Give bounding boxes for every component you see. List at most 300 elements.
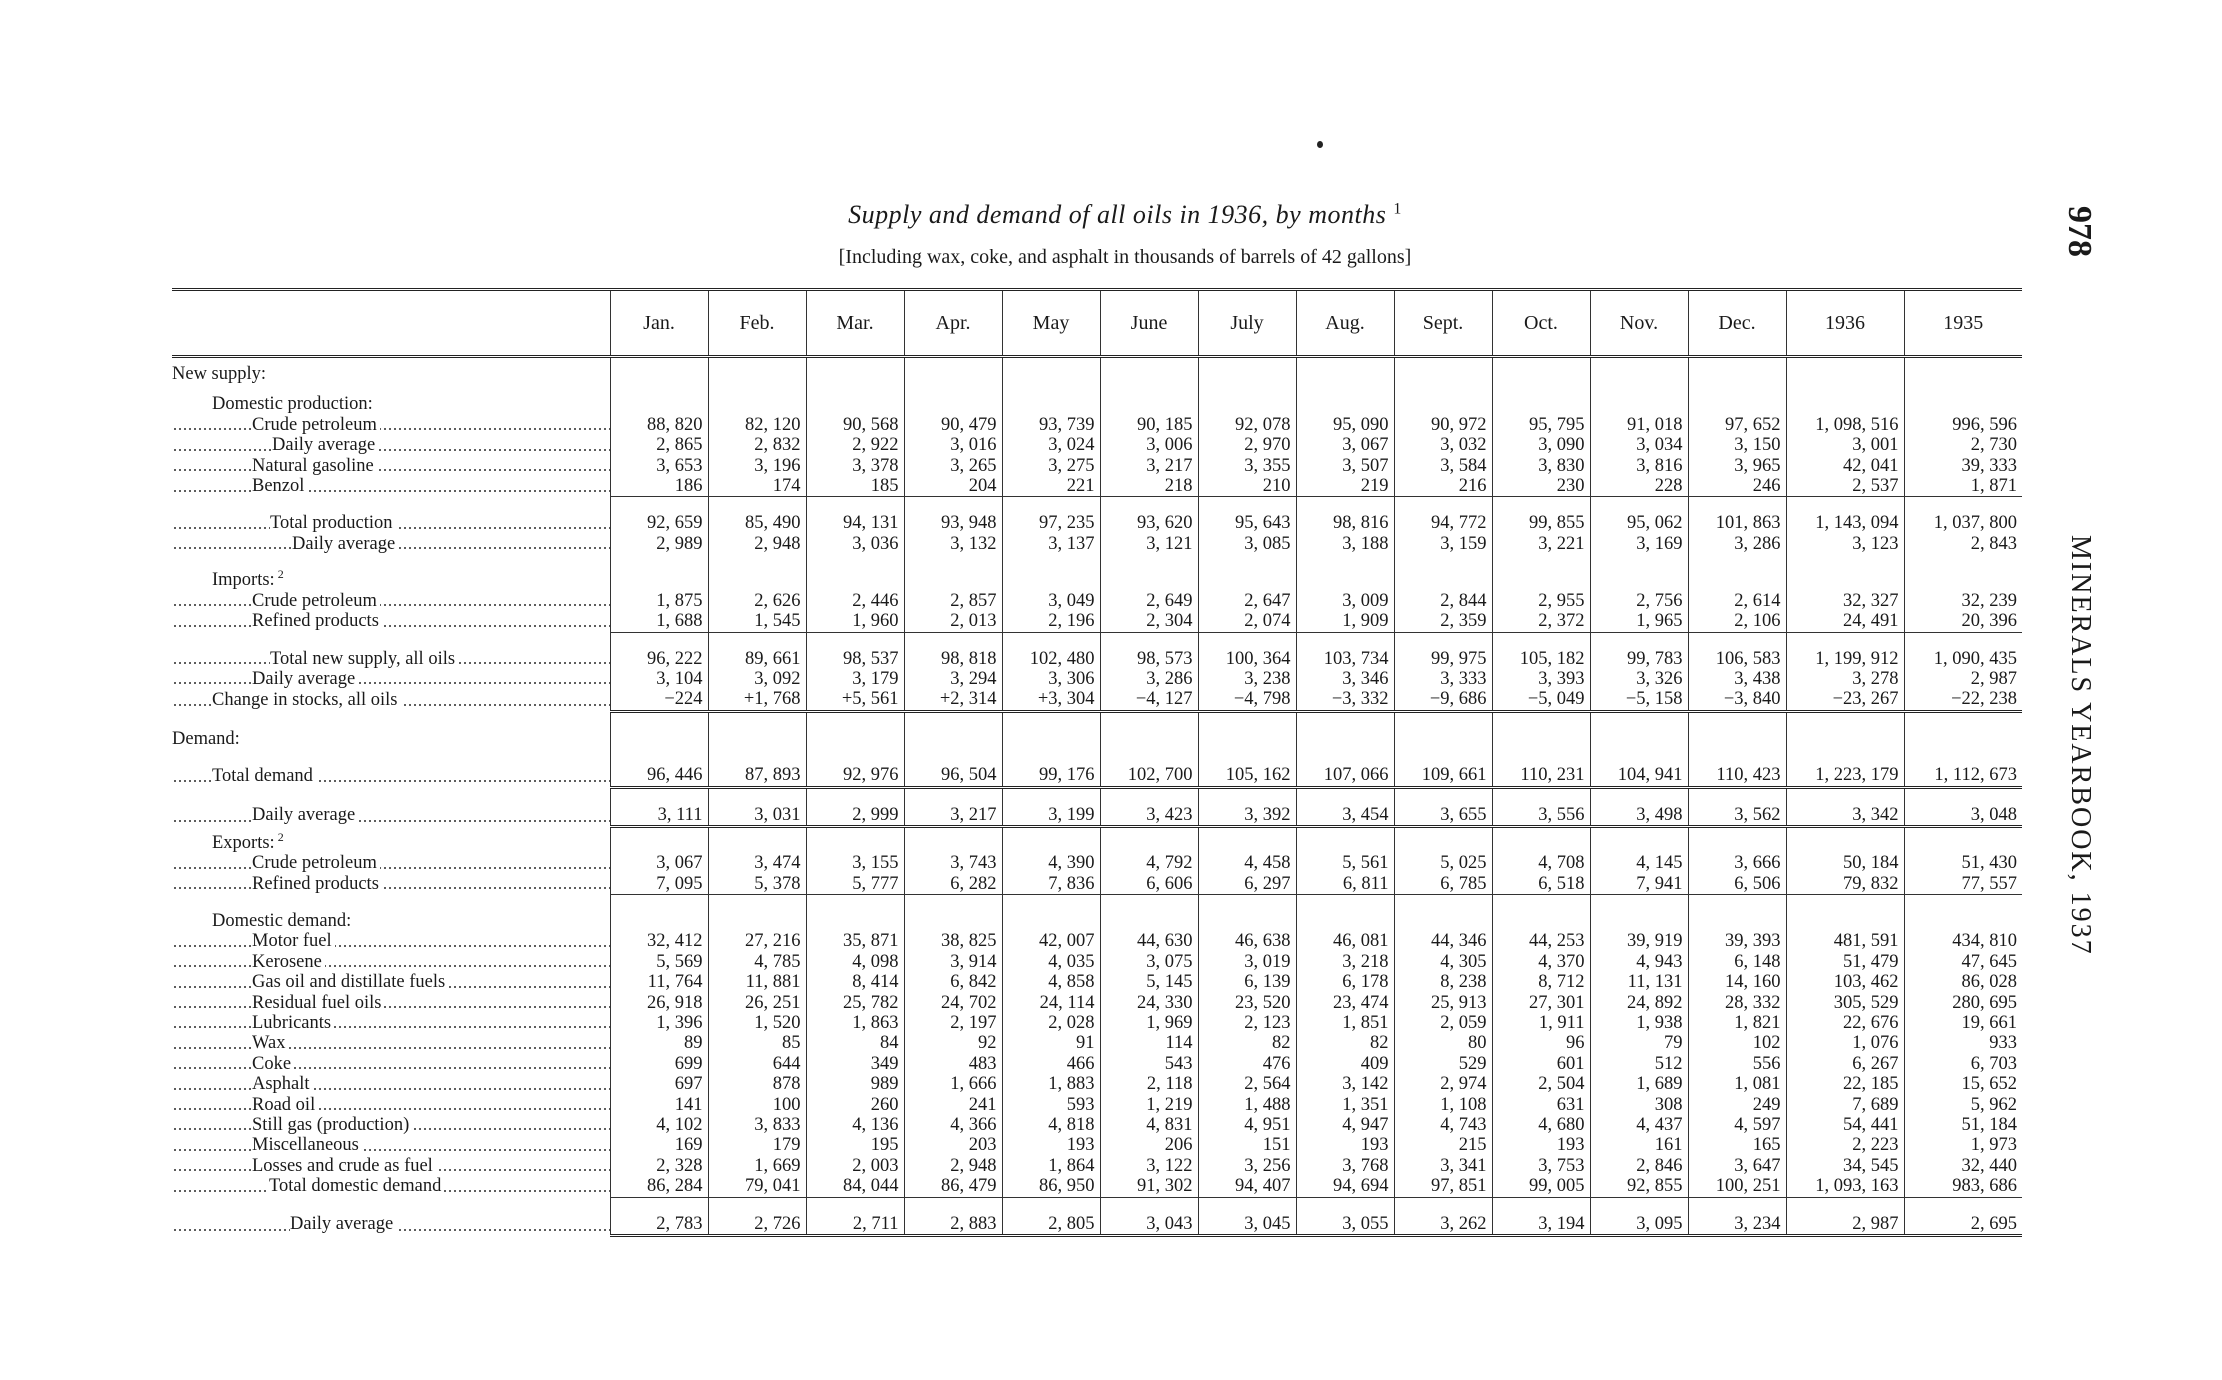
spacer-cell <box>1100 787 1198 805</box>
spacer-cell <box>904 632 1002 649</box>
row-label <box>172 1214 610 1236</box>
table-cell: 103, 734 <box>1296 649 1394 669</box>
table-cell: 84, 044 <box>806 1176 904 1197</box>
table-cell: 5, 145 <box>1100 972 1198 992</box>
table-cell: 2, 783 <box>610 1214 708 1236</box>
table-cell <box>1492 911 1590 931</box>
table-cell: 1, 960 <box>806 611 904 632</box>
table-cell: 35, 871 <box>806 931 904 951</box>
table-cell <box>1688 564 1786 591</box>
spacer-cell <box>708 749 806 765</box>
row-label-text: Crude petroleum <box>252 591 380 611</box>
table-cell: 26, 918 <box>610 993 708 1013</box>
spacer-cell <box>1492 787 1590 805</box>
spacer-cell <box>1590 787 1688 805</box>
table-cell: 3, 965 <box>1688 456 1786 476</box>
table-cell: 80 <box>1394 1033 1492 1053</box>
spacer-cell <box>1100 554 1198 564</box>
table-cell: 3, 262 <box>1394 1214 1492 1236</box>
spacer-cell <box>1100 894 1198 911</box>
spacer-cell <box>904 497 1002 514</box>
table-cell: 4, 818 <box>1002 1115 1100 1135</box>
table-cell: 3, 556 <box>1492 805 1590 827</box>
spacer-cell <box>1002 711 1100 729</box>
table-cell <box>708 394 806 414</box>
table-cell <box>1100 729 1198 749</box>
table-cell: 50, 184 <box>1786 853 1904 873</box>
table-cell: 44, 630 <box>1100 931 1198 951</box>
table-row <box>172 456 2022 476</box>
table-cell: 466 <box>1002 1054 1100 1074</box>
spacer-cell <box>1100 497 1198 514</box>
table-cell <box>1394 911 1492 931</box>
table-cell: 3, 024 <box>1002 435 1100 455</box>
table-cell: 79, 041 <box>708 1176 806 1197</box>
table-cell: 100, 251 <box>1688 1176 1786 1197</box>
row-label <box>172 1095 610 1115</box>
row-label-text: Domestic production: <box>212 394 376 414</box>
table-cell: 3, 355 <box>1198 456 1296 476</box>
table-cell: 1, 688 <box>610 611 708 632</box>
table-cell: 1, 871 <box>1904 476 2022 497</box>
table-cell: 24, 114 <box>1002 993 1100 1013</box>
table-cell: 104, 941 <box>1590 765 1688 787</box>
spacer-cell <box>904 787 1002 805</box>
table-cell: 4, 597 <box>1688 1115 1786 1135</box>
table-cell <box>1198 394 1296 414</box>
table-cell: 22, 185 <box>1786 1074 1904 1094</box>
spacer-cell <box>172 1197 610 1214</box>
spacer-cell <box>1198 554 1296 564</box>
table-cell: 3, 006 <box>1100 435 1198 455</box>
row-label-text: Demand: <box>172 729 243 749</box>
table-cell: 2, 372 <box>1492 611 1590 632</box>
table-cell: 2, 197 <box>904 1013 1002 1033</box>
table-cell: 3, 507 <box>1296 456 1394 476</box>
row-label <box>172 394 610 414</box>
table-cell: 3, 121 <box>1100 534 1198 554</box>
table-cell: 2, 805 <box>1002 1214 1100 1236</box>
table-cell: 44, 253 <box>1492 931 1590 951</box>
table-cell: −224 <box>610 689 708 711</box>
table-cell: 105, 162 <box>1198 765 1296 787</box>
table-cell: 2, 711 <box>806 1214 904 1236</box>
row-label-text: Daily average <box>252 805 358 825</box>
footnote-marker: 2 <box>277 829 284 844</box>
table-cell <box>1688 394 1786 414</box>
table-cell: 44, 346 <box>1394 931 1492 951</box>
table-cell: 1, 875 <box>610 591 708 611</box>
row-label-text: Daily average <box>290 1214 396 1234</box>
table-cell: 1, 965 <box>1590 611 1688 632</box>
spacer-cell <box>1688 749 1786 765</box>
table-cell: 24, 892 <box>1590 993 1688 1013</box>
table-cell: 1, 143, 094 <box>1786 513 1904 533</box>
spacer-row <box>172 787 2022 805</box>
table-cell: 11, 131 <box>1590 972 1688 992</box>
table-cell: 6, 267 <box>1786 1054 1904 1074</box>
table-cell: 86, 028 <box>1904 972 2022 992</box>
table-cell: 3, 199 <box>1002 805 1100 827</box>
table-cell: 878 <box>708 1074 806 1094</box>
spacer-cell <box>1198 787 1296 805</box>
table-cell: 2, 999 <box>806 805 904 827</box>
table-cell <box>1002 394 1100 414</box>
table-cell: 1, 883 <box>1002 1074 1100 1094</box>
table-cell: 1, 864 <box>1002 1156 1100 1176</box>
table-cell <box>1296 357 1394 385</box>
table-cell: 1, 108 <box>1394 1095 1492 1115</box>
row-label-text: New supply: <box>172 364 269 384</box>
table-cell: 1, 938 <box>1590 1013 1688 1033</box>
table-cell: 3, 194 <box>1492 1214 1590 1236</box>
table-cell: 82, 120 <box>708 415 806 435</box>
table-cell: 3, 234 <box>1688 1214 1786 1236</box>
table-cell: 7, 941 <box>1590 874 1688 895</box>
table-cell: 3, 132 <box>904 534 1002 554</box>
row-label-text: Total demand <box>212 766 316 786</box>
spacer-cell <box>172 632 610 649</box>
spacer-cell <box>1492 711 1590 729</box>
table-cell: 2, 756 <box>1590 591 1688 611</box>
spacer-cell <box>708 711 806 729</box>
table-cell <box>806 729 904 749</box>
table-cell <box>1904 357 2022 385</box>
row-label <box>172 591 610 611</box>
table-cell: 93, 620 <box>1100 513 1198 533</box>
table-cell: 2, 726 <box>708 1214 806 1236</box>
table-cell: 77, 557 <box>1904 874 2022 895</box>
table-cell: 98, 537 <box>806 649 904 669</box>
table-cell: 103, 462 <box>1786 972 1904 992</box>
table-cell: 3, 217 <box>1100 456 1198 476</box>
spacer-cell <box>1688 711 1786 729</box>
spacer-cell <box>1394 749 1492 765</box>
table-cell: 996, 596 <box>1904 415 2022 435</box>
table-cell: 1, 973 <box>1904 1135 2022 1155</box>
spacer-cell <box>1002 1197 1100 1214</box>
table-cell: 2, 970 <box>1198 435 1296 455</box>
table-cell: 86, 479 <box>904 1176 1002 1197</box>
spacer-cell <box>610 554 708 564</box>
table-cell: 2, 647 <box>1198 591 1296 611</box>
table-cell: 3, 238 <box>1198 669 1296 689</box>
table-cell <box>1492 394 1590 414</box>
table-row <box>172 1074 2022 1094</box>
table-cell: 99, 783 <box>1590 649 1688 669</box>
table-cell <box>904 394 1002 414</box>
table-cell: 96, 504 <box>904 765 1002 787</box>
table-cell: 3, 454 <box>1296 805 1394 827</box>
row-label <box>172 689 610 711</box>
spacer-cell <box>1590 554 1688 564</box>
table-cell: 3, 423 <box>1100 805 1198 827</box>
table-cell: 28, 332 <box>1688 993 1786 1013</box>
table-cell: 3, 036 <box>806 534 904 554</box>
spacer-cell <box>172 894 610 911</box>
table-cell: 933 <box>1904 1033 2022 1053</box>
table-cell: 3, 048 <box>1904 805 2022 827</box>
spacer-cell <box>1904 632 2022 649</box>
table-cell <box>1002 911 1100 931</box>
table-cell: 3, 067 <box>610 853 708 873</box>
table-row <box>172 911 2022 931</box>
table-cell: 3, 438 <box>1688 669 1786 689</box>
table-cell: 3, 032 <box>1394 435 1492 455</box>
table-cell: 3, 286 <box>1688 534 1786 554</box>
table-cell: 90, 185 <box>1100 415 1198 435</box>
table-cell: 3, 111 <box>610 805 708 827</box>
table-cell: 89 <box>610 1033 708 1053</box>
spacer-cell <box>1492 632 1590 649</box>
table-cell: 87, 893 <box>708 765 806 787</box>
table-cell: 54, 441 <box>1786 1115 1904 1135</box>
table-row <box>172 1135 2022 1155</box>
table-cell: 3, 275 <box>1002 456 1100 476</box>
row-label <box>172 564 610 591</box>
table-cell: 1, 851 <box>1296 1013 1394 1033</box>
table-cell <box>1100 827 1198 854</box>
row-label <box>172 1074 610 1094</box>
table-cell: 2, 059 <box>1394 1013 1492 1033</box>
table-cell: 3, 095 <box>1590 1214 1688 1236</box>
table-cell: 2, 446 <box>806 591 904 611</box>
col-header: Aug. <box>1296 290 1394 357</box>
table-cell: 3, 647 <box>1688 1156 1786 1176</box>
row-label-text: Daily average <box>272 435 378 455</box>
table-cell: 6, 606 <box>1100 874 1198 895</box>
table-cell: 1, 219 <box>1100 1095 1198 1115</box>
table-cell: 6, 842 <box>904 972 1002 992</box>
table-cell <box>1786 827 1904 854</box>
spacer-cell <box>1198 1197 1296 1214</box>
table-cell: 2, 196 <box>1002 611 1100 632</box>
table-cell: 92, 976 <box>806 765 904 787</box>
table-cell: 93, 739 <box>1002 415 1100 435</box>
row-label-text: Total domestic demand <box>269 1176 444 1196</box>
spacer-cell <box>172 711 610 729</box>
table-row <box>172 669 2022 689</box>
table-cell: 1, 396 <box>610 1013 708 1033</box>
table-cell: 95, 090 <box>1296 415 1394 435</box>
table-cell: 96, 222 <box>610 649 708 669</box>
spacer-cell <box>1492 384 1590 394</box>
table-cell <box>708 564 806 591</box>
table-row <box>172 357 2022 385</box>
table-cell: 23, 474 <box>1296 993 1394 1013</box>
table-cell: 2, 626 <box>708 591 806 611</box>
table-cell: 6, 139 <box>1198 972 1296 992</box>
table-cell: 1, 488 <box>1198 1095 1296 1115</box>
table-cell: 1, 909 <box>1296 611 1394 632</box>
table-cell: 51, 479 <box>1786 952 1904 972</box>
spacer-cell <box>708 497 806 514</box>
table-cell <box>1198 729 1296 749</box>
table-cell: 98, 573 <box>1100 649 1198 669</box>
table-cell <box>1492 357 1590 385</box>
table-row <box>172 874 2022 895</box>
table-cell <box>1786 564 1904 591</box>
row-label <box>172 874 610 895</box>
table-cell: 2, 013 <box>904 611 1002 632</box>
table-cell: 1, 669 <box>708 1156 806 1176</box>
table-cell: 2, 614 <box>1688 591 1786 611</box>
table-cell: 79 <box>1590 1033 1688 1053</box>
table-cell: 3, 306 <box>1002 669 1100 689</box>
table-cell: 2, 028 <box>1002 1013 1100 1033</box>
spacer-cell <box>708 554 806 564</box>
table-cell <box>1100 564 1198 591</box>
table-cell: 4, 305 <box>1394 952 1492 972</box>
table-cell: 110, 231 <box>1492 765 1590 787</box>
table-cell: 3, 655 <box>1394 805 1492 827</box>
col-header: May <box>1002 290 1100 357</box>
table-cell: 39, 393 <box>1688 931 1786 951</box>
table-cell: 3, 221 <box>1492 534 1590 554</box>
table-cell: 97, 652 <box>1688 415 1786 435</box>
table-cell: 97, 851 <box>1394 1176 1492 1197</box>
spacer-cell <box>806 711 904 729</box>
table-cell: 4, 370 <box>1492 952 1590 972</box>
table-row <box>172 1115 2022 1135</box>
row-label-text: Wax <box>252 1033 288 1053</box>
spacer-cell <box>806 632 904 649</box>
table-cell: 79, 832 <box>1786 874 1904 895</box>
spacer-cell <box>1688 554 1786 564</box>
table-cell: 3, 341 <box>1394 1156 1492 1176</box>
table-cell: 1, 520 <box>708 1013 806 1033</box>
table-cell: 193 <box>1296 1135 1394 1155</box>
spacer-cell <box>1786 787 1904 805</box>
table-cell: 6, 518 <box>1492 874 1590 895</box>
table-cell: 5, 962 <box>1904 1095 2022 1115</box>
table-cell: 99, 176 <box>1002 765 1100 787</box>
table-cell: 481, 591 <box>1786 931 1904 951</box>
table-cell <box>708 911 806 931</box>
spacer-cell <box>1002 497 1100 514</box>
spacer-cell <box>1296 632 1394 649</box>
table-cell <box>806 564 904 591</box>
table-cell: 2, 974 <box>1394 1074 1492 1094</box>
table-cell: 3, 830 <box>1492 456 1590 476</box>
row-label <box>172 993 610 1013</box>
table-cell: 15, 652 <box>1904 1074 2022 1094</box>
table-cell <box>806 911 904 931</box>
table-cell: 593 <box>1002 1095 1100 1115</box>
table-row <box>172 689 2022 711</box>
table-row <box>172 1156 2022 1176</box>
table-row <box>172 394 2022 414</box>
row-label <box>172 357 610 385</box>
table-cell: 46, 081 <box>1296 931 1394 951</box>
table-cell: 2, 730 <box>1904 435 2022 455</box>
table-cell <box>1904 911 2022 931</box>
table-cell: 98, 816 <box>1296 513 1394 533</box>
col-header: 1936 <box>1786 290 1904 357</box>
table-cell: 193 <box>1492 1135 1590 1155</box>
table-cell: 3, 326 <box>1590 669 1688 689</box>
table-cell: 2, 123 <box>1198 1013 1296 1033</box>
table-cell: 3, 743 <box>904 853 1002 873</box>
table-cell: 47, 645 <box>1904 952 2022 972</box>
table-cell: 3, 474 <box>708 853 806 873</box>
table-cell: 3, 001 <box>1786 435 1904 455</box>
table-cell <box>1492 827 1590 854</box>
spacer-cell <box>904 554 1002 564</box>
spacer-cell <box>1198 711 1296 729</box>
table-cell: 3, 256 <box>1198 1156 1296 1176</box>
table-cell: 105, 182 <box>1492 649 1590 669</box>
table-cell: 1, 223, 179 <box>1786 765 1904 787</box>
table-cell: 38, 825 <box>904 931 1002 951</box>
table-cell <box>1786 911 1904 931</box>
spacer-cell <box>1394 632 1492 649</box>
table-cell <box>1590 394 1688 414</box>
table-cell: 94, 131 <box>806 513 904 533</box>
table-cell: 6, 703 <box>1904 1054 2022 1074</box>
table-cell: 280, 695 <box>1904 993 2022 1013</box>
table-cell: 3, 123 <box>1786 534 1904 554</box>
table-cell: 6, 506 <box>1688 874 1786 895</box>
table-cell: 94, 772 <box>1394 513 1492 533</box>
table-cell: 8, 414 <box>806 972 904 992</box>
spacer-cell <box>1904 894 2022 911</box>
table-cell: 96, 446 <box>610 765 708 787</box>
table-cell: 5, 777 <box>806 874 904 895</box>
row-label-text: Refined products <box>252 611 382 631</box>
spacer-row <box>172 711 2022 729</box>
row-label <box>172 805 610 827</box>
table-cell <box>1904 394 2022 414</box>
table-cell: 3, 034 <box>1590 435 1688 455</box>
table-cell: 2, 564 <box>1198 1074 1296 1094</box>
table-cell: 4, 708 <box>1492 853 1590 873</box>
table-cell: −3, 840 <box>1688 689 1786 711</box>
table-cell <box>904 357 1002 385</box>
table-row <box>172 1214 2022 1236</box>
spacer-cell <box>172 787 610 805</box>
table-cell <box>1198 911 1296 931</box>
table-cell: 3, 218 <box>1296 952 1394 972</box>
table-cell <box>708 729 806 749</box>
col-header: 1935 <box>1904 290 2022 357</box>
spacer-cell <box>1100 384 1198 394</box>
table-cell: 27, 301 <box>1492 993 1590 1013</box>
row-label-text: Motor fuel <box>252 931 335 951</box>
table-cell: 4, 437 <box>1590 1115 1688 1135</box>
table-cell: 3, 816 <box>1590 456 1688 476</box>
spacer-cell <box>1590 384 1688 394</box>
table-cell: 3, 265 <box>904 456 1002 476</box>
table-cell: 34, 545 <box>1786 1156 1904 1176</box>
table-cell: 3, 142 <box>1296 1074 1394 1094</box>
table-cell: 697 <box>610 1074 708 1094</box>
spacer-cell <box>806 1197 904 1214</box>
table-cell: 32, 327 <box>1786 591 1904 611</box>
table-cell: 4, 136 <box>806 1115 904 1135</box>
table-cell: 11, 881 <box>708 972 806 992</box>
table-cell <box>806 357 904 385</box>
table-cell <box>1786 729 1904 749</box>
row-label-text: Coke <box>252 1054 294 1074</box>
table-cell <box>1394 357 1492 385</box>
row-label <box>172 1013 610 1033</box>
table-cell: 4, 951 <box>1198 1115 1296 1135</box>
table-row <box>172 853 2022 873</box>
spacer-cell <box>1100 1197 1198 1214</box>
table-cell: 3, 562 <box>1688 805 1786 827</box>
col-header: July <box>1198 290 1296 357</box>
